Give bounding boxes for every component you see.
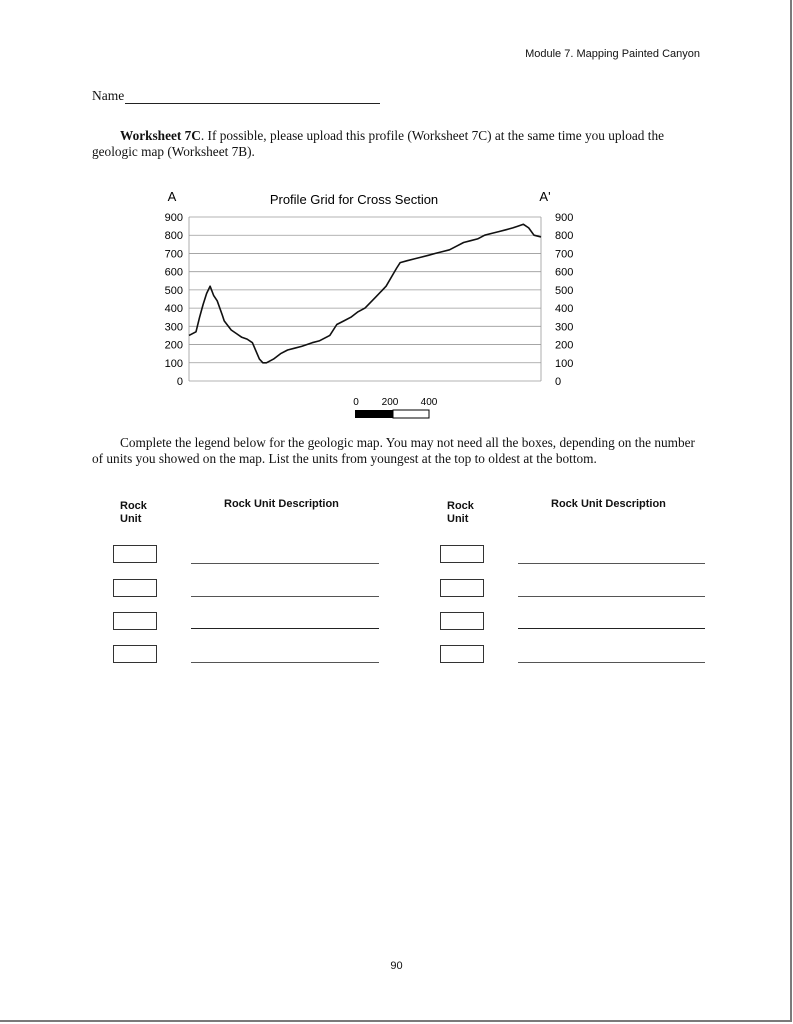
y-tick-right-500: 500	[555, 284, 574, 297]
y-tick-left-300: 300	[164, 321, 183, 334]
rock-unit-box[interactable]	[113, 645, 157, 663]
page-number: 90	[390, 960, 403, 972]
rock-unit-box[interactable]	[113, 545, 157, 563]
chart-grid	[189, 217, 541, 381]
rock-unit-box[interactable]	[113, 612, 157, 630]
chart-title: Profile Grid for Cross Section	[269, 192, 439, 207]
y-tick-left-0: 0	[176, 376, 183, 388]
y-tick-right-100: 100	[555, 357, 574, 370]
description-line[interactable]	[518, 662, 705, 663]
y-tick-right-300: 300	[555, 321, 574, 334]
y-tick-left-600: 600	[164, 266, 183, 279]
y-tick-right-600: 600	[555, 266, 574, 279]
worksheet-intro-text: . If possible, please upload this profile (Worksheet 7C) at the same time you upload the geologic map (Worksheet 7B).	[92, 128, 664, 159]
chart-tick-labels	[165, 212, 574, 388]
y-tick-right-0: 0	[555, 376, 562, 388]
y-tick-left-900: 900	[164, 212, 183, 224]
chart-right-end-label: A'	[539, 189, 551, 204]
scale-label-200: 200	[381, 397, 399, 408]
scale-bar	[353, 397, 438, 418]
description-line[interactable]	[191, 563, 379, 564]
scale-bar-solid	[355, 410, 393, 418]
scale-label-400: 400	[420, 397, 438, 408]
y-tick-right-400: 400	[555, 303, 574, 316]
rock-unit-header-right-line1: Rock	[447, 500, 474, 512]
rock-unit-box[interactable]	[113, 579, 157, 597]
rock-unit-box[interactable]	[440, 645, 484, 663]
y-tick-left-100: 100	[164, 357, 183, 370]
description-line[interactable]	[191, 662, 379, 663]
y-tick-right-800: 800	[555, 230, 574, 243]
y-tick-left-500: 500	[164, 284, 183, 297]
y-tick-left-800: 800	[164, 230, 183, 243]
worksheet-intro	[92, 128, 702, 160]
scale-bar-open	[393, 410, 429, 418]
running-head: Module 7. Mapping Painted Canyon	[525, 48, 700, 60]
worksheet-title: Worksheet 7C	[120, 128, 201, 143]
rock-unit-header-right-line2: Unit	[447, 513, 469, 525]
name-blank-line[interactable]	[125, 89, 380, 104]
description-header-right: Rock Unit Description	[551, 498, 666, 510]
rock-unit-header-left	[120, 500, 147, 526]
profile-chart	[150, 182, 590, 422]
description-line[interactable]	[191, 628, 379, 629]
name-field	[92, 88, 380, 104]
name-label: Name	[92, 88, 125, 103]
y-tick-left-400: 400	[164, 303, 183, 316]
profile-line	[189, 224, 541, 362]
y-tick-left-700: 700	[164, 248, 183, 261]
description-line[interactable]	[518, 563, 705, 564]
y-tick-right-200: 200	[555, 339, 574, 352]
description-line[interactable]	[518, 596, 705, 597]
rock-unit-header-left-line2: Unit	[120, 513, 142, 525]
rock-unit-box[interactable]	[440, 612, 484, 630]
y-tick-right-700: 700	[555, 248, 574, 261]
description-line[interactable]	[518, 628, 705, 629]
y-tick-right-900: 900	[555, 212, 574, 224]
rock-unit-header-right	[447, 500, 474, 526]
rock-unit-header-left-line1: Rock	[120, 500, 147, 512]
rock-unit-box[interactable]	[440, 545, 484, 563]
scale-label-0: 0	[353, 397, 359, 408]
description-line[interactable]	[191, 596, 379, 597]
legend-instructions: Complete the legend below for the geologic map. You may not need all the boxes, depending on the number of units you showed on the map. List the units from youngest at the top to oldest at the bottom.	[92, 435, 695, 466]
rock-unit-box[interactable]	[440, 579, 484, 597]
description-header-left: Rock Unit Description	[224, 498, 339, 510]
y-tick-left-200: 200	[164, 339, 183, 352]
chart-left-end-label: A	[167, 189, 177, 204]
